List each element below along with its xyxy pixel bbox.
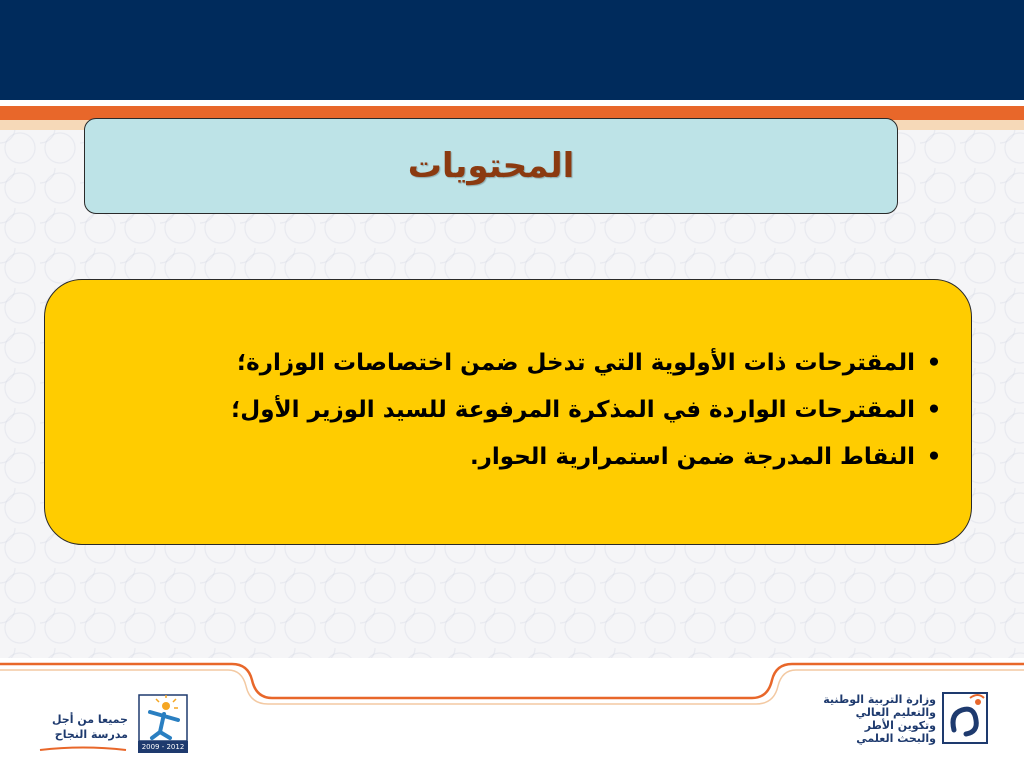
bullet-icon: • [926,444,942,470]
content-box [44,279,972,545]
ministry-line: والتعليم العالي [855,706,936,719]
logo-line: مدرسة النجاح [54,728,128,741]
school-success-logo-text [30,712,128,757]
bullet-icon: • [926,350,942,376]
title-box [84,118,898,214]
slide-title: المحتويات [407,146,575,186]
bullet-text: المقترحات ذات الأولوية التي تدخل ضمن اختصاصات الوزارة؛ [236,350,915,376]
header-bar [0,0,1024,100]
bullet-item [231,340,947,387]
bullet-item [231,434,947,481]
logo-underline-icon [38,745,128,753]
bullet-list [231,340,947,481]
ministry-name [758,693,936,745]
ministry-line: وتكوين الأطر [864,719,936,732]
bullet-icon: • [926,397,942,423]
bullet-text: النقاط المدرجة ضمن استمرارية الحوار. [469,444,915,470]
ministry-line: وزارة التربية الوطنية [823,693,936,706]
bullet-text: المقترحات الواردة في المذكرة المرفوعة للسيد الوزير الأول؛ [231,397,915,423]
bullet-item [231,387,947,434]
ministry-emblem-icon [940,690,990,746]
ministry-line: والبحث العلمي [856,732,936,745]
years-badge: 2009 - 2012 [138,741,188,753]
logo-line: جميعا من أجل [51,713,128,726]
